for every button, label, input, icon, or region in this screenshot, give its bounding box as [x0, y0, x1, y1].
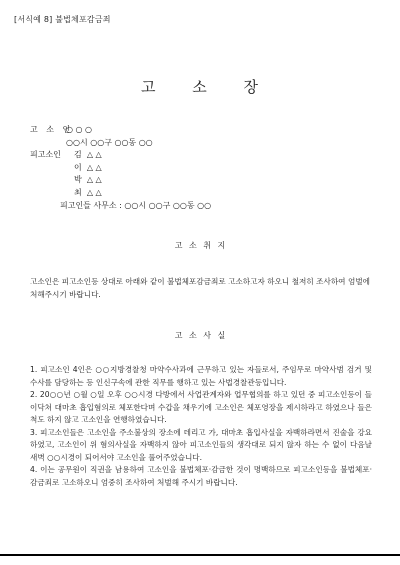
accused-person: [66, 187, 102, 200]
accused-surname: 최: [74, 187, 82, 197]
form-tag: [서식예 8] 불법체포감금죄: [14, 15, 111, 24]
accused-label: 피고소인: [30, 150, 61, 159]
facts-heading: 고 소 사 실: [174, 331, 226, 340]
accused-surname: 박: [74, 175, 82, 184]
complainant-address-row: [30, 137, 380, 150]
accused-mark: △ △: [86, 187, 102, 197]
accused-person: [66, 149, 102, 162]
purpose-text: 고소인은 피고소인등 상대로 아래와 같이 불법체포감금죄로 고소하고자 하오니 철저히 조사하여 엄벌에 처해주시기 바랍니다.: [30, 277, 370, 299]
fact-paragraph: 1. 피고소인 4인은 ○○지방경찰청 마약수사과에 근무하고 있는 자들로서, 주임무로 마약사범 검거 및 수사를 담당하는 등 인신구속에 관한 직무를 행하고 있는 사법경찰관등입니다.: [30, 365, 372, 387]
party-section: [30, 124, 380, 211]
fact-paragraph: 4. 이는 공무원이 직권을 남용하여 고소인을 불법체포·감금한 것이 명백하므로 피고소인등을 불법체포·감금죄로 고소하오니 엄중히 조사하여 처벌해 주시기 바랍니다.: [30, 465, 372, 487]
complainant-name: ○ ○ ○: [66, 125, 93, 134]
accused-row: [30, 174, 380, 187]
complainant-name-row: [30, 124, 380, 137]
accused-row: [30, 149, 380, 162]
accused-row: [30, 162, 380, 175]
bottom-divider: [0, 554, 400, 556]
accused-row: [30, 187, 380, 200]
complainant-address: ○○시 ○○구 ○○동 ○○: [66, 137, 153, 147]
accused-mark: △ △: [86, 162, 102, 172]
accused-surname: 이: [74, 162, 82, 172]
accused-person: [66, 174, 102, 187]
accused-mark: △ △: [86, 150, 102, 159]
fact-paragraph: 3. 피고소인들은 고소인을 주소불상의 장소에 데리고 가, 대마초 흡입사실을 자백하라면서 진술을 강요하였고, 고소인이 위 혐의사실을 자백하지 않아 피고소인들의 생각대로 되지 않자 하는 수 없이 다음날 새벽 ○○시경이 되어서야 고소인을 풀어주었습니다.: [30, 427, 372, 462]
accused-person: [66, 162, 102, 175]
purpose-heading: 고 소 취 지: [174, 241, 226, 250]
complainant-label: 고 소 인: [30, 125, 74, 134]
accused-office-address: 피고인들 사무소 : ○○시 ○○구 ○○동 ○○: [60, 201, 212, 210]
accused-surname: 김: [74, 150, 82, 159]
document-title: 고 소 장: [140, 78, 259, 96]
facts-list: [30, 364, 372, 489]
fact-paragraph: 2. 20○○년 ○월 ○일 오후 ○○시경 다방에서 사업관계자와 업무협의를 하고 있던 중 피고소인등이 들이닥쳐 대마초 흡입혐의로 체포한다며 수갑을 채우기에 고소인은 체포영장을 제시하라고 하였으나 들은 척도 하지 않고 고소인을 연행하였습니다.: [30, 390, 372, 424]
accused-mark: △ △: [86, 175, 102, 184]
